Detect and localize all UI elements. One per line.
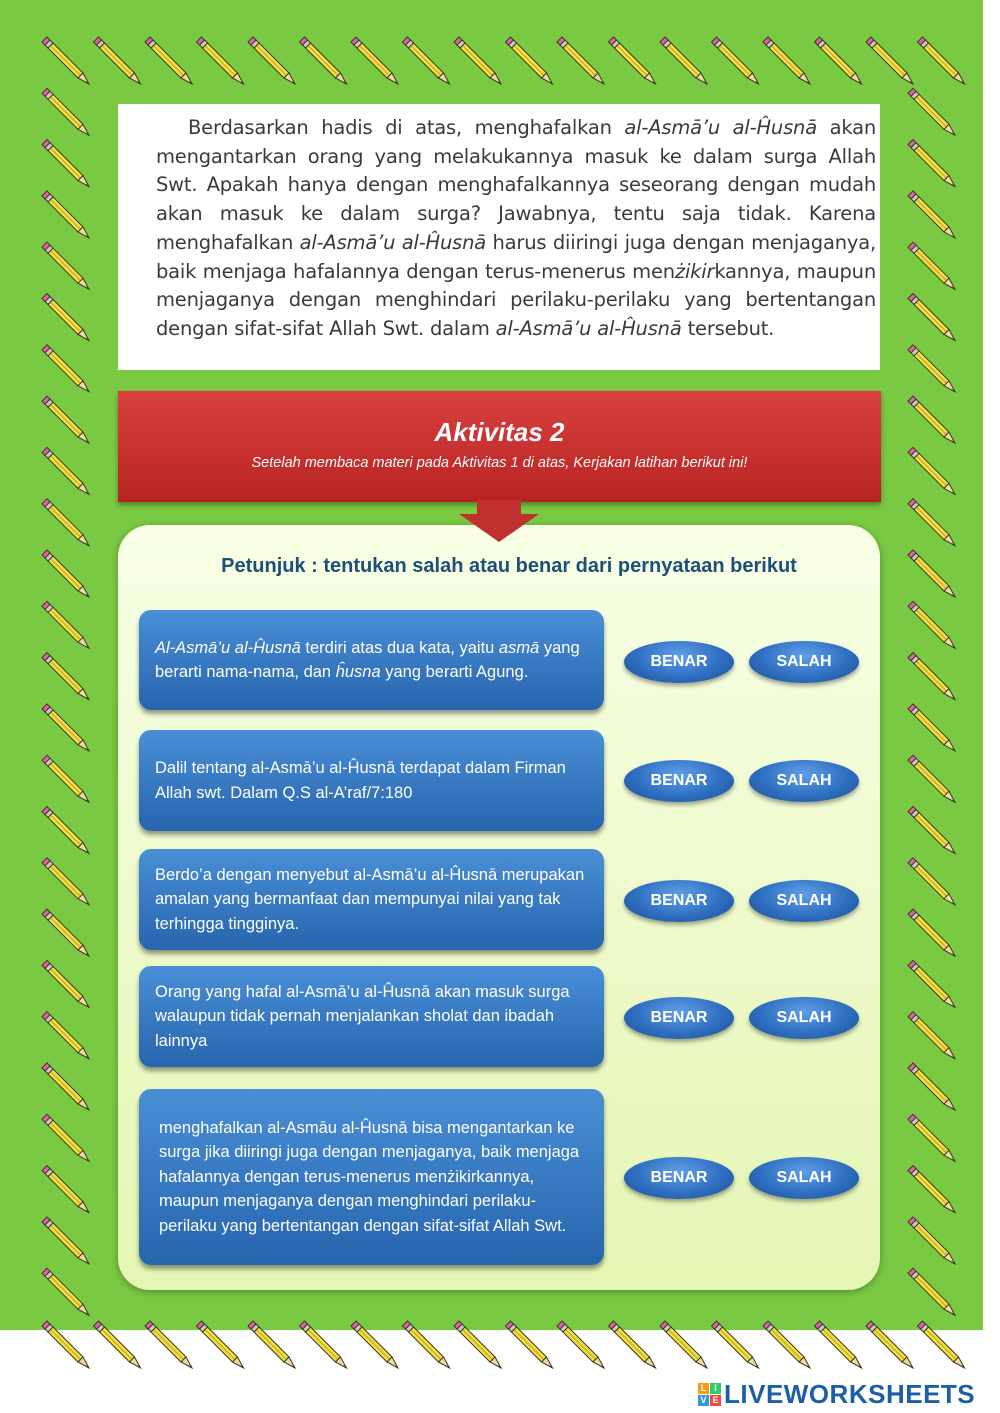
intro-paragraph-box [118,104,880,370]
question-5-benar-button[interactable]: BENAR [624,1157,734,1199]
question-1-salah-button[interactable]: SALAH [749,641,859,683]
activity-banner [118,391,881,502]
question-2 [139,730,604,831]
question-4-salah-button[interactable]: SALAH [749,997,859,1039]
question-2-text: Dalil tentang al-Asmā’u al-Ĥusnā terdapat dalam Firman Allah swt. Dalam Q.S al-A’raf/7:180 [155,759,566,802]
liveworksheets-logo [698,1378,975,1410]
question-5 [139,1089,604,1265]
question-5-text: menghafalkan al-Asmāu al-Ĥusnā bisa mengantarkan ke surga jika diiringi juga dengan menjaganya, baik menjaga hafalannya dengan terus-menerus menżikirkannya, maupun menjaganya dengan menghindari perilaku-perilaku yang bertentangan dengan sifat-sifat Allah Swt. [159,1118,580,1235]
down-arrow-icon [459,500,539,542]
instruction-heading: Petunjuk : tentukan salah atau benar dari pernyataan berikut [221,555,797,577]
activity-subtitle: Setelah membaca materi pada Aktivitas 1 di atas, Kerjakan latihan berikut ini! [251,455,748,471]
question-4 [139,966,604,1067]
question-2-benar-button[interactable]: BENAR [624,760,734,802]
question-3 [139,849,604,950]
question-5-salah-button[interactable]: SALAH [749,1157,859,1199]
question-4-text: Orang yang hafal al-Asmā’u al-Ĥusnā akan masuk surga walaupun tidak pernah menjalankan sholat dan ibadah lainnya [155,982,570,1050]
liveworksheets-logo-text: LIVEWORKSHEETS [724,1378,976,1409]
liveworksheets-logo-icon: L I V E [698,1383,721,1406]
question-1-text: Al-Asmā’u al-Ĥusnā terdiri atas dua kata, yaitu asmā yang berarti nama-nama, dan ĥusna yang berarti Agung. [155,638,580,681]
question-1 [139,610,604,710]
question-3-text: Berdo’a dengan menyebut al-Asmā’u al-Ĥusnā merupakan amalan yang bermanfaat dan mempunyai nilai yang tak terhingga tingginya. [155,865,585,933]
question-3-benar-button[interactable]: BENAR [624,880,734,922]
question-3-salah-button[interactable]: SALAH [749,880,859,922]
question-4-benar-button[interactable]: BENAR [624,997,734,1039]
question-1-benar-button[interactable]: BENAR [624,641,734,683]
question-2-salah-button[interactable]: SALAH [749,760,859,802]
activity-title: Aktivitas 2 [434,417,565,447]
intro-paragraph: Berdasarkan hadis di atas, menghafalkan al-Asmā’u al-Ĥusnā akan mengantarkan orang yang melakukannya masuk ke dalam surga Allah Swt. Apakah hanya dengan menghafalkannya seseorang dengan mudah akan masuk ke dalam surga? Jawabnya, tentu saja tidak. Karena menghafalkan al-Asmā’u al-Ĥusnā harus diiringi juga dengan menjaganya, baik menjaga hafalannya dengan terus-menerus menżikirkannya, maupun menjaganya dengan menghindari perilaku-perilaku yang bertentangan dengan sifat-sifat Allah Swt. dalam al-Asmā’u al-Ĥusnā tersebut. [156,116,876,340]
